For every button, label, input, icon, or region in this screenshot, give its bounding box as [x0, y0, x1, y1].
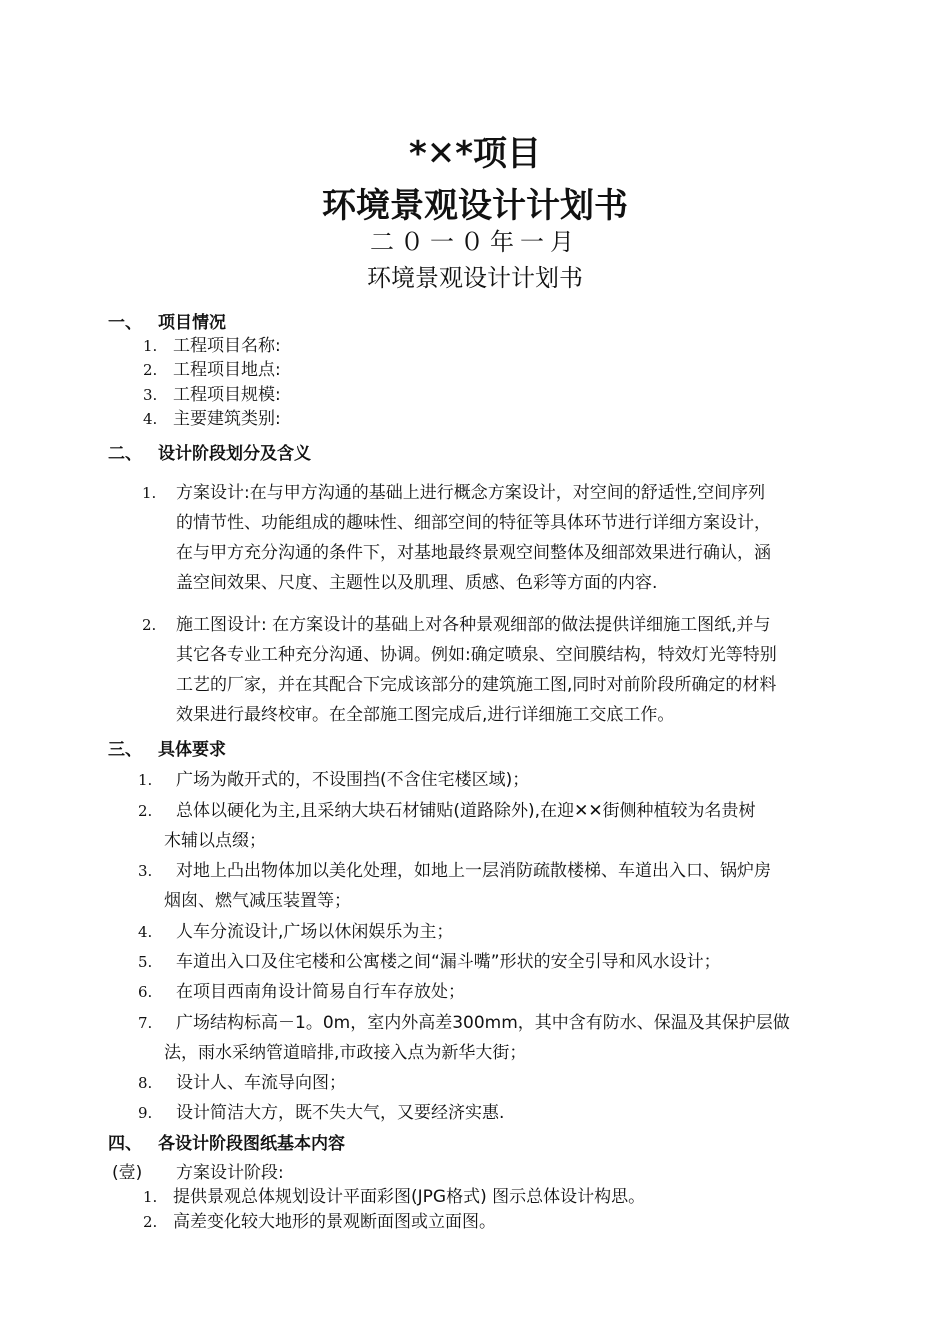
list-item: 3. 对地上凸出物体加以美化处理，如地上一层消防疏散楼梯、车道出入口、锅炉房: [138, 861, 771, 881]
subsection-heading: [112, 1158, 284, 1183]
item-text: 工程项目名称:: [173, 336, 281, 356]
item-number: 2.: [142, 616, 157, 634]
item-text: 总体以硬化为主,且采纳大块石材铺贴(道路除外),在迎✕✕街侧种植较为名贵树: [176, 801, 756, 821]
list-item: 2. 工程项目地点:: [143, 360, 281, 380]
section-title: 各设计阶段图纸基本内容: [158, 1134, 345, 1154]
item-number: 1.: [142, 484, 157, 502]
document-title: 环境景观设计计划书: [322, 186, 628, 226]
paragraph-line: 的情节性、功能组成的趣味性、细部空间的特征等具体环节进行详细方案设计，: [176, 513, 771, 533]
section-number: 三、: [108, 740, 142, 760]
item-text: 设计人、车流导向图；: [176, 1073, 346, 1093]
list-item: 1. 工程项目名称:: [143, 336, 281, 356]
list-item: 8. 设计人、车流导向图；: [138, 1073, 346, 1093]
item-text: 对地上凸出物体加以美化处理，如地上一层消防疏散楼梯、车道出入口、锅炉房: [176, 861, 771, 881]
section-heading-2: [108, 439, 311, 464]
subsection-number: (壹): [112, 1163, 143, 1183]
item-text: 高差变化较大地形的景观断面图或立面图。: [173, 1212, 496, 1232]
paragraph-line: 施工图设计: 在方案设计的基础上对各种景观细部的做法提供详细施工图纸,并与: [176, 615, 771, 635]
item-text: 广场结构标高－1。0m，室内外高差300mm，其中含有防水、保温及其保护层做: [176, 1013, 790, 1033]
item-text: 广场为敞开式的，不设围挡(不含住宅楼区域)；: [176, 770, 530, 790]
list-item: 1. 广场为敞开式的，不设围挡(不含住宅楼区域)；: [138, 770, 530, 790]
project-title: *✕*项目: [408, 134, 542, 174]
item-continuation: 木辅以点缀；: [164, 831, 266, 851]
paragraph-construction-drawing: [142, 610, 866, 730]
section-title: 具体要求: [158, 740, 226, 760]
paragraph-line: 方案设计:在与甲方沟通的基础上进行概念方案设计，对空间的舒适性,空间序列: [176, 483, 766, 503]
paragraph-line: 在与甲方充分沟通的条件下，对基地最终景观空间整体及细部效果进行确认，涵: [176, 543, 771, 563]
list-item: 4. 主要建筑类别:: [143, 409, 281, 429]
list-item: 3. 工程项目规模:: [143, 385, 281, 405]
section-heading-4: [108, 1129, 345, 1154]
document-subtitle: 环境景观设计计划书: [367, 264, 583, 292]
item-text: 工程项目地点:: [173, 360, 281, 380]
paragraph-line: 工艺的厂家，并在其配合下完成该部分的建筑施工图,同时对前阶段所确定的材料: [176, 675, 777, 695]
paragraph-line: 效果进行最终校审。在全部施工图完成后,进行详细施工交底工作。: [176, 705, 675, 725]
subsection-title: 方案设计阶段:: [176, 1163, 284, 1183]
document-date: 二０一０年一月: [370, 228, 580, 256]
item-continuation: 法，雨水采纳管道暗排,市政接入点为新华大街；: [164, 1043, 527, 1063]
list-item: 6. 在项目西南角设计简易自行车存放处；: [138, 982, 465, 1002]
item-text: 在项目西南角设计简易自行车存放处；: [176, 982, 465, 1002]
section-number: 二、: [108, 444, 142, 464]
item-text: 人车分流设计,广场以休闲娱乐为主；: [176, 922, 454, 942]
section-number: 一、: [108, 313, 142, 333]
section-title: 设计阶段划分及含义: [158, 444, 311, 464]
list-item: 9. 设计简洁大方，既不失大气，又要经济实惠.: [138, 1103, 505, 1123]
paragraph-line: 其它各专业工种充分沟通、协调。例如:确定喷泉、空间膜结构，特效灯光等特别: [176, 645, 777, 665]
item-text: 主要建筑类别:: [173, 409, 281, 429]
paragraph-scheme-design: [142, 478, 866, 598]
item-text: 提供景观总体规划设计平面彩图(JPG格式) 图示总体设计构思。: [173, 1187, 646, 1207]
section-title: 项目情况: [158, 313, 226, 333]
item-text: 工程项目规模:: [173, 385, 281, 405]
list-item: 2. 高差变化较大地形的景观断面图或立面图。: [143, 1212, 496, 1232]
section-heading-1: [108, 308, 226, 333]
item-text: 设计简洁大方，既不失大气，又要经济实惠.: [176, 1103, 505, 1123]
list-item: 4. 人车分流设计,广场以休闲娱乐为主；: [138, 922, 454, 942]
list-item: 2. 总体以硬化为主,且采纳大块石材铺贴(道路除外),在迎✕✕街侧种植较为名贵树: [138, 801, 756, 821]
section-number: 四、: [108, 1134, 142, 1154]
list-item: 5. 车道出入口及住宅楼和公寓楼之间“漏斗嘴”形状的安全引导和风水设计；: [138, 952, 721, 972]
list-item: 1. 提供景观总体规划设计平面彩图(JPG格式) 图示总体设计构思。: [143, 1187, 646, 1207]
item-text: 车道出入口及住宅楼和公寓楼之间“漏斗嘴”形状的安全引导和风水设计；: [176, 952, 721, 972]
paragraph-line: 盖空间效果、尺度、主题性以及肌理、质感、色彩等方面的内容.: [176, 573, 658, 593]
section-heading-3: [108, 735, 226, 760]
list-item: 7. 广场结构标高－1。0m，室内外高差300mm，其中含有防水、保温及其保护层做: [138, 1013, 790, 1033]
item-continuation: 烟囱、燃气减压装置等；: [164, 891, 351, 911]
